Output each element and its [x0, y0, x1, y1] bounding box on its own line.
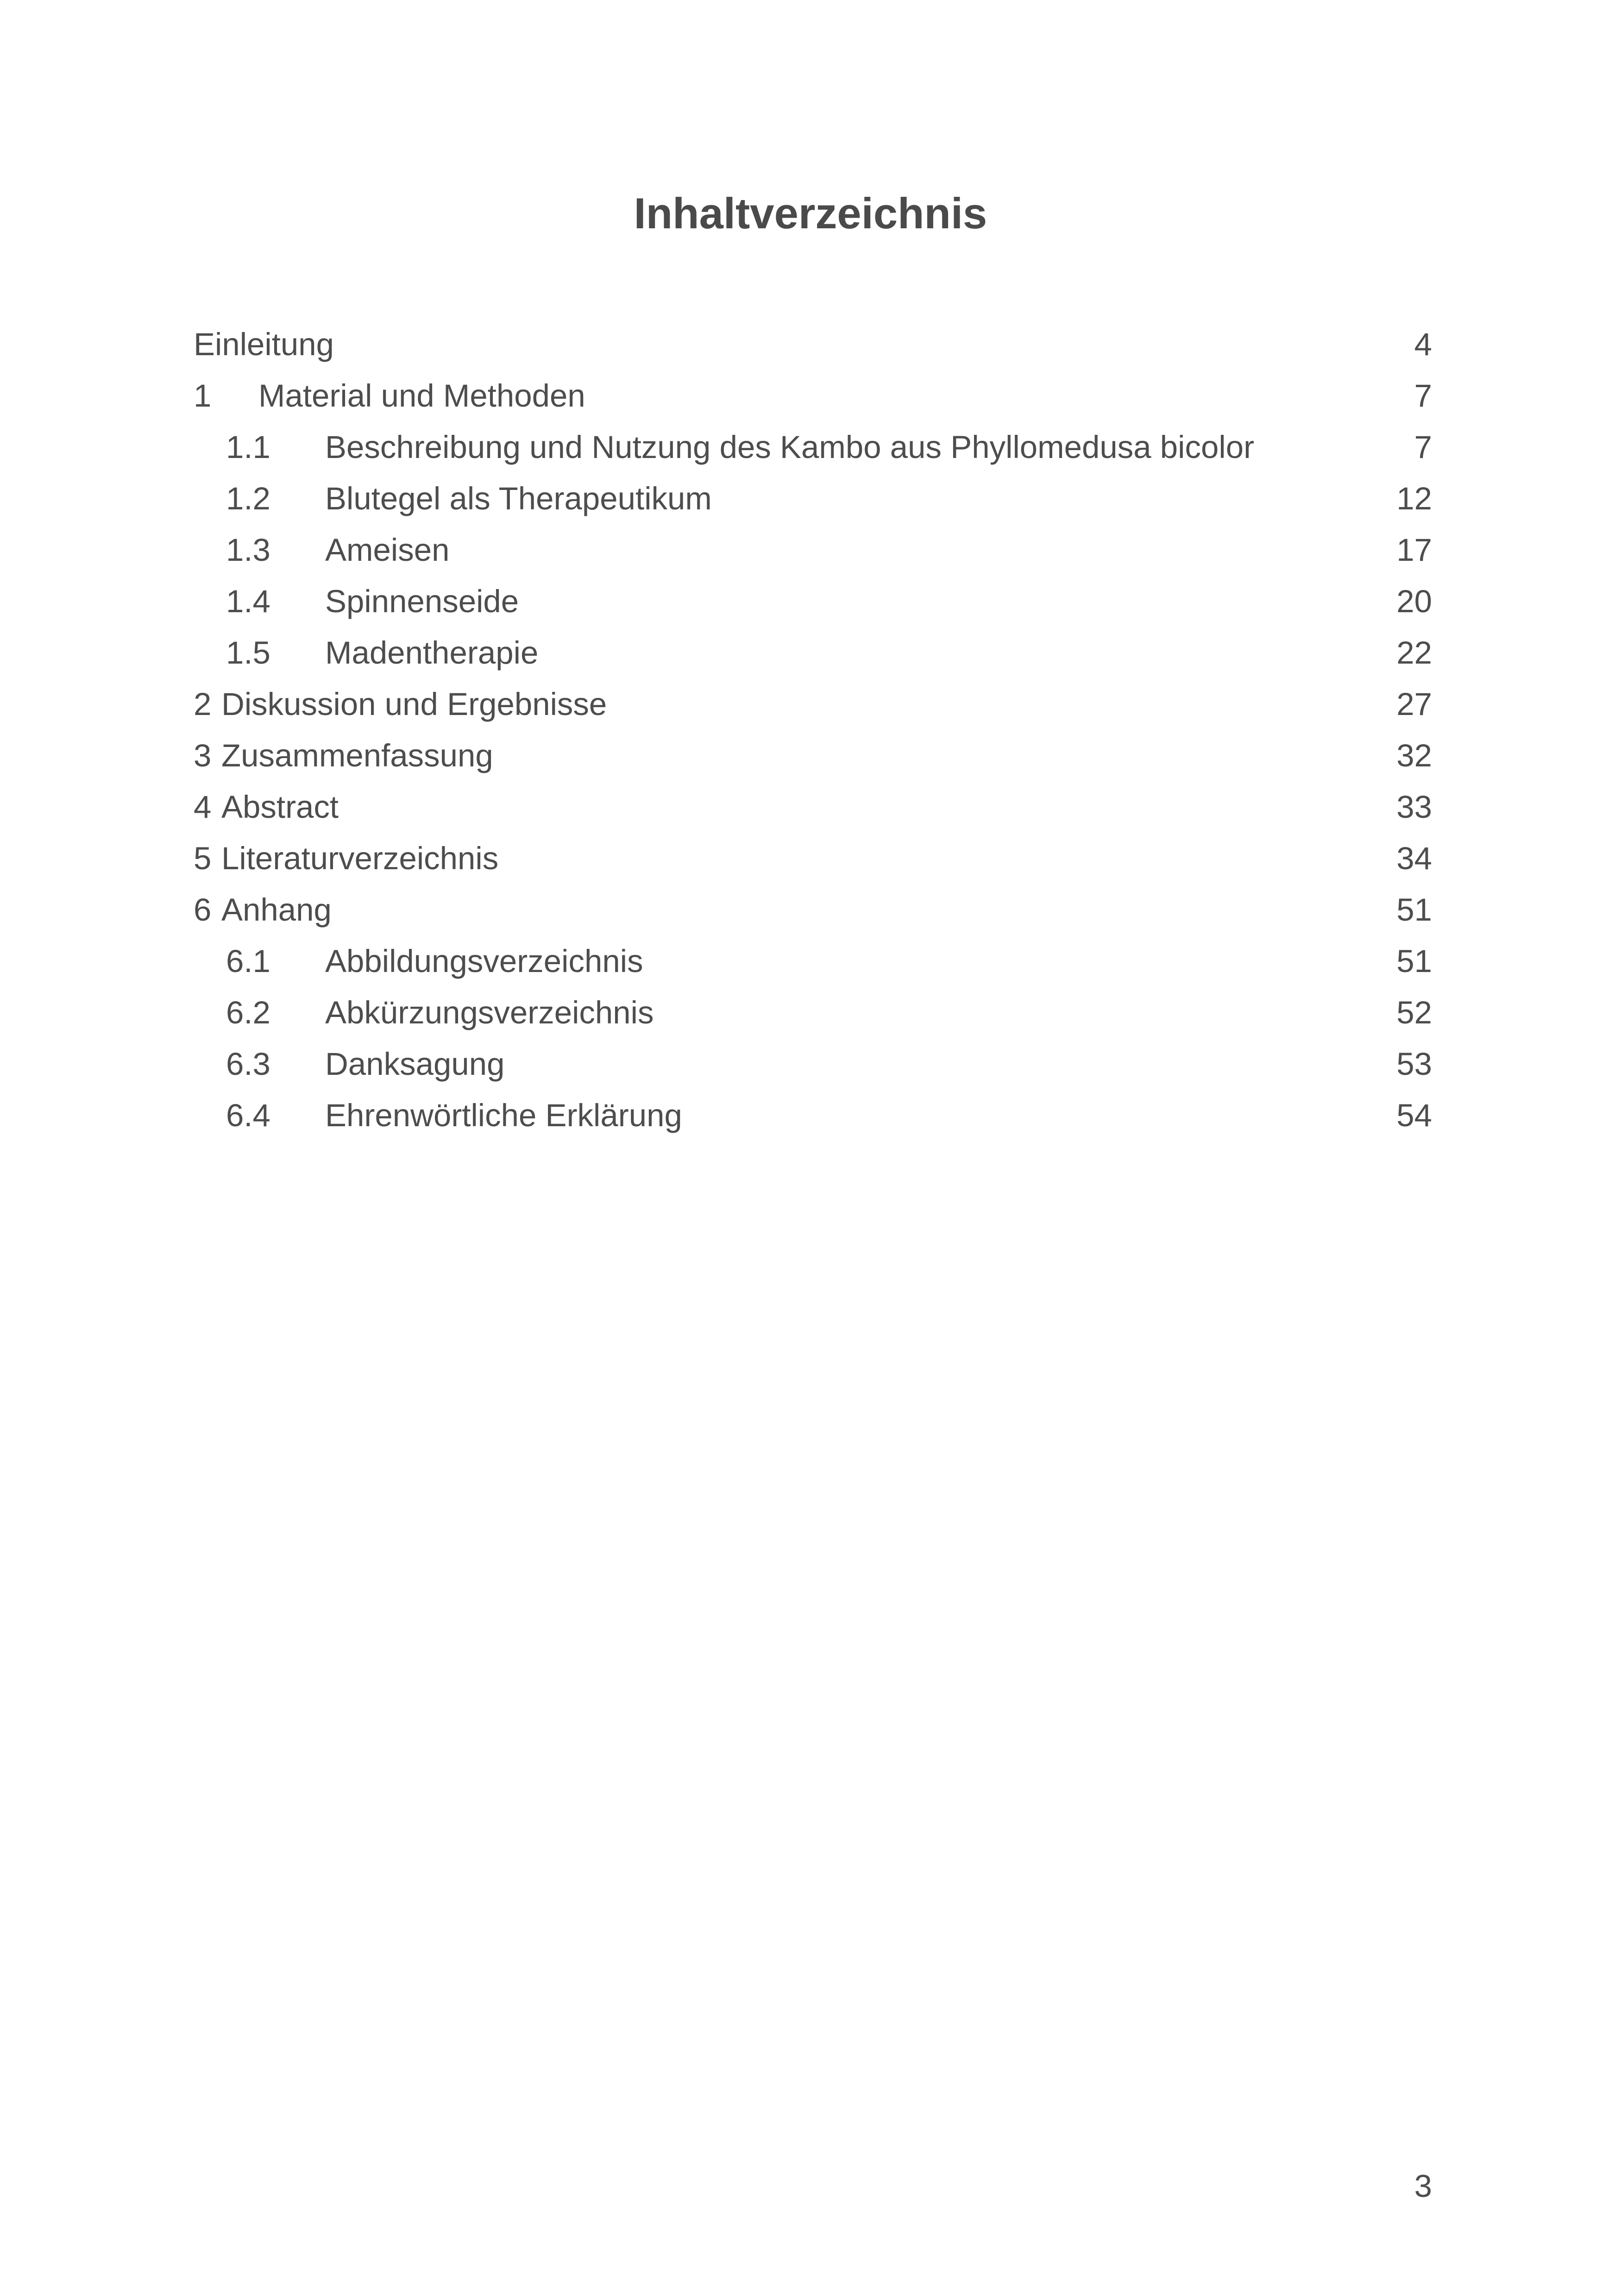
toc-entry-number: 6.2 — [226, 995, 270, 1030]
toc-entry-6-1[interactable] — [194, 935, 1432, 987]
toc-entry-title: Ehrenwörtliche Erklärung — [325, 1098, 682, 1133]
toc-entry-page: 7 — [1414, 378, 1432, 414]
toc-entry-number: 6.4 — [226, 1098, 270, 1133]
toc-entry-title: Literaturverzeichnis — [221, 841, 499, 876]
toc-entry-4[interactable] — [194, 781, 1432, 833]
page-title: Inhaltverzeichnis — [634, 189, 987, 238]
toc-entry-number: 5 — [194, 841, 212, 876]
toc-entry-number: 1.4 — [226, 583, 270, 619]
toc-entry-title: Spinnenseide — [325, 583, 519, 619]
toc-entry-6-3[interactable] — [194, 1038, 1432, 1090]
toc-entry-3[interactable] — [194, 730, 1432, 781]
toc-entry-title: Blutegel als Therapeutikum — [325, 481, 712, 516]
toc-entry-title: Abbildungsverzeichnis — [325, 943, 643, 979]
toc-entry-6[interactable] — [194, 884, 1432, 935]
toc-entry-number: 6.3 — [226, 1046, 270, 1082]
toc-entry-1-4[interactable] — [194, 576, 1432, 627]
toc-entry-1-5[interactable] — [194, 627, 1432, 678]
toc-entry-number: 1.5 — [226, 635, 270, 671]
toc-entry-page: 22 — [1396, 635, 1432, 671]
toc-entry-page: 4 — [1414, 326, 1432, 362]
toc-entry-title: Ameisen — [325, 532, 450, 568]
toc-entry-page: 27 — [1396, 686, 1432, 722]
toc-entry-title: Madentherapie — [325, 635, 539, 671]
toc-entry-title: Abkürzungsverzeichnis — [325, 995, 654, 1030]
toc-entry-title: Anhang — [221, 892, 332, 928]
toc-entry-title: Einleitung — [194, 326, 334, 362]
toc-entry-number: 1 — [194, 378, 212, 414]
toc-entry-number: 2 — [194, 686, 212, 722]
toc-entry-einleitung[interactable] — [194, 319, 1432, 370]
toc-entry-page: 12 — [1396, 481, 1432, 516]
toc-entry-page: 34 — [1396, 841, 1432, 876]
toc-entry-5[interactable] — [194, 833, 1432, 884]
toc-entry-page: 52 — [1396, 995, 1432, 1030]
toc-entry-1-2[interactable] — [194, 473, 1432, 524]
toc-entry-2[interactable] — [194, 678, 1432, 730]
toc-entry-title: Material und Methoden — [258, 378, 585, 414]
toc-entry-title: Diskussion und Ergebnisse — [221, 686, 607, 722]
toc-entry-page: 20 — [1396, 583, 1432, 619]
toc-entry-title: Danksagung — [325, 1046, 505, 1082]
toc-entry-page: 32 — [1396, 738, 1432, 773]
toc-entry-page: 51 — [1396, 943, 1432, 979]
toc-entry-page: 54 — [1396, 1098, 1432, 1133]
table-of-contents — [194, 319, 1432, 1141]
toc-entry-page: 33 — [1396, 789, 1432, 825]
page-number: 3 — [1414, 2168, 1432, 2204]
toc-entry-number: 1.2 — [226, 481, 270, 516]
toc-entry-number: 6.1 — [226, 943, 270, 979]
toc-entry-page: 7 — [1414, 429, 1432, 465]
toc-entry-number: 4 — [194, 789, 212, 825]
toc-entry-6-2[interactable] — [194, 987, 1432, 1038]
toc-entry-1-3[interactable] — [194, 524, 1432, 576]
toc-entry-number: 1.3 — [226, 532, 270, 568]
toc-entry-1-1[interactable] — [194, 421, 1432, 473]
toc-entry-title: Zusammenfassung — [221, 738, 493, 773]
toc-entry-number: 1.1 — [226, 429, 270, 465]
toc-entry-title: Abstract — [221, 789, 339, 825]
toc-entry-page: 17 — [1396, 532, 1432, 568]
toc-entry-page: 53 — [1396, 1046, 1432, 1082]
toc-entry-1[interactable] — [194, 370, 1432, 421]
toc-entry-title: Beschreibung und Nutzung des Kambo aus Phyllomedusa bicolor — [325, 429, 1255, 465]
toc-entry-page: 51 — [1396, 892, 1432, 928]
toc-entry-6-4[interactable] — [194, 1090, 1432, 1141]
toc-entry-number: 6 — [194, 892, 212, 928]
toc-entry-number: 3 — [194, 738, 212, 773]
